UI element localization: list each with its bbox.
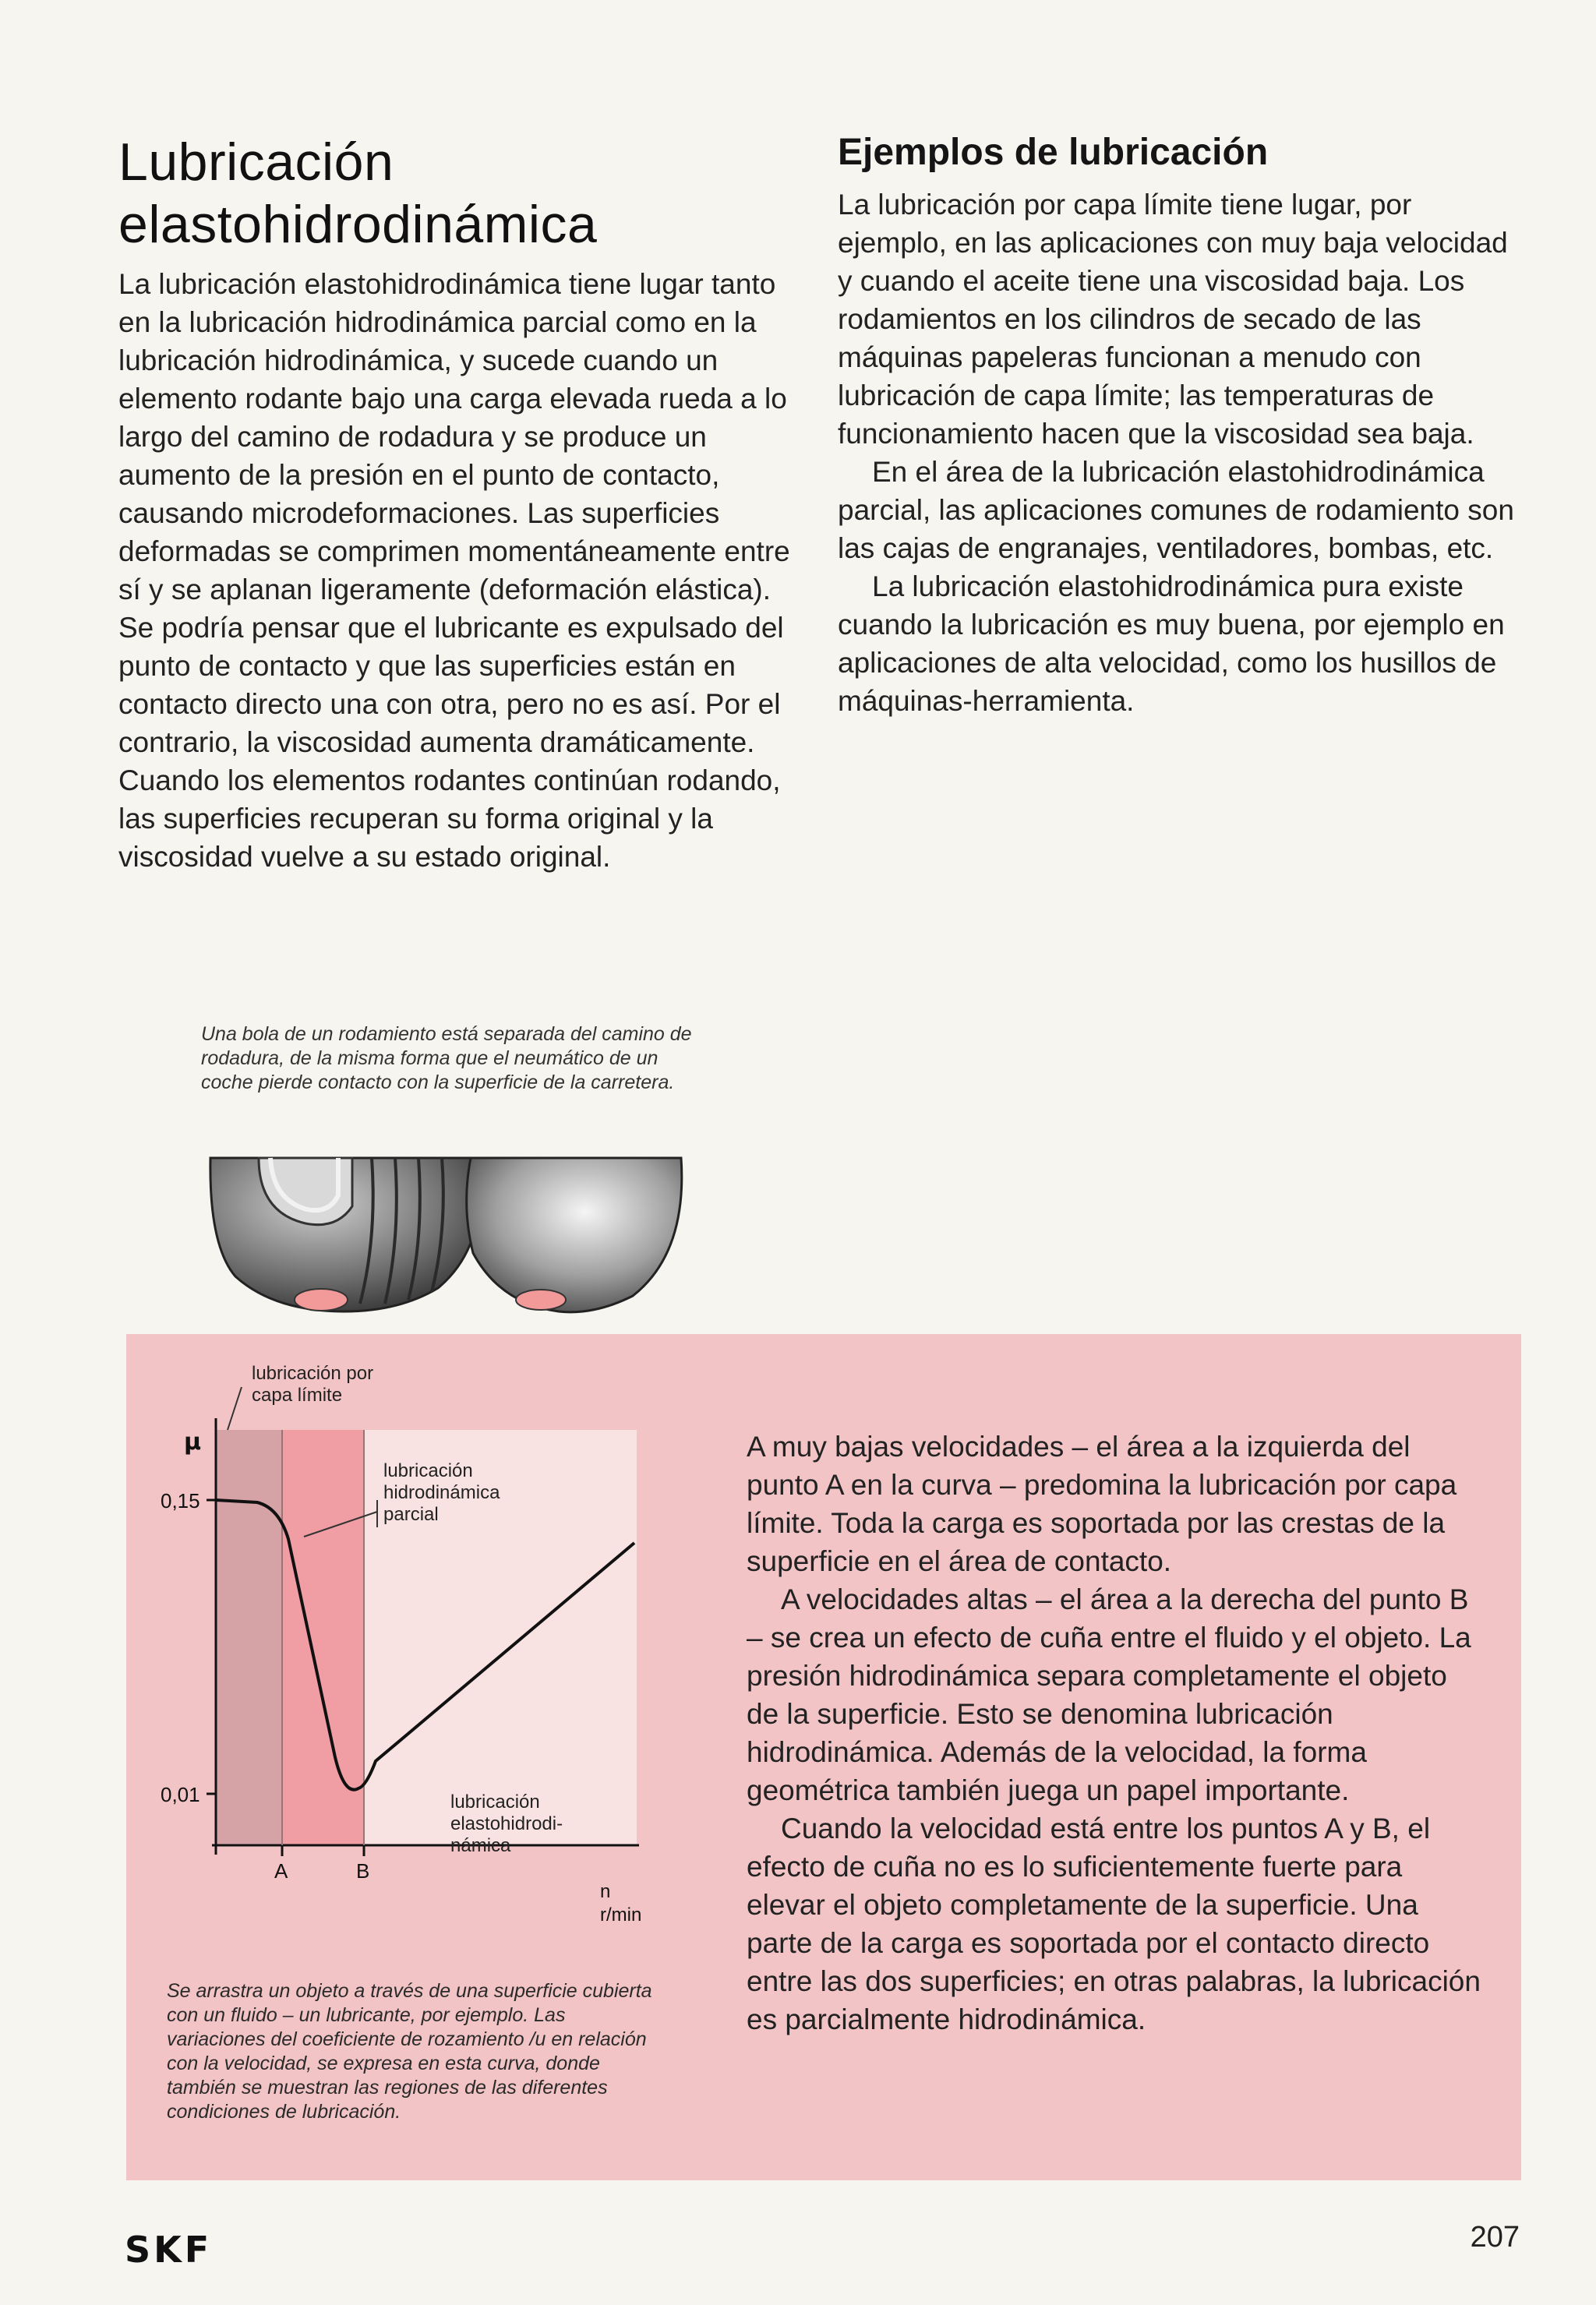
ytick-label-001: 0,01	[161, 1783, 200, 1806]
x-axis-label: n r/min	[600, 1881, 642, 1926]
page-number: 207	[1470, 2221, 1520, 2254]
xmark-b: B	[356, 1859, 370, 1883]
examples-paragraph-1: La lubricación por capa límite tiene lugar, por ejemplo, en las aplicaciones con muy baja velocidad y cuando el aceite tiene una viscosidad baja. Los rodamientos en los cilindros de secado de las máquinas papeleras funcionan a menudo con lubricación de capa límite; las temperaturas de funcionamiento hacen que la viscosidad sea baja.	[838, 189, 1508, 450]
panel-paragraph-2: A velocidades altas – el área a la derecha del punto B – se crea un efecto de cuña entre el fluido y el objeto. La presión hidrodinámica separa completamente el objeto de la superficie. Esto se denomina lubricación hidrodinámica. Además de la velocidad, la forma geométrica también juega un papel importante.	[747, 1583, 1471, 1806]
ytick-label-015: 0,15	[161, 1489, 200, 1513]
page-title: Lubricación elastohidrodinámica	[118, 132, 598, 254]
tire-figure-caption: Una bola de un rodamiento está separada del camino de rodadura, de la misma forma que el neumático de un coche pierde contacto con la superficie de la carretera.	[201, 1023, 692, 1093]
y-axis-label: μ	[184, 1428, 202, 1456]
panel-text	[747, 1428, 1487, 2038]
examples-text	[838, 185, 1524, 720]
left-intro-text	[118, 265, 804, 876]
panel-paragraph-3: Cuando la velocidad está entre los puntos A y B, el efecto de cuña no es lo suficientemente fuerte para elevar el objeto completamente de la superficie. Una parte de la carga es soportada por el contacto directo entre las dos superficies; en otras palabras, la lubricación es parcialmente hidrodinámica.	[747, 1813, 1481, 2035]
xmark-a: A	[274, 1859, 288, 1883]
ball-shape	[467, 1158, 682, 1312]
intro-paragraph: La lubricación elastohidrodinámica tiene lugar tanto en la lubricación hidrodinámica parcial como en la lubricación hidrodinámica, y sucede cuando un elemento rodante bajo una carga elevada rueda a lo largo del camino de rodadura y se produce un aumento de la presión en el punto de contacto, causando microdeformaciones. Las superficies deformadas se comprimen momentáneamente entre sí y se aplanan ligeramente (deformación elástica). Se podría pensar que el lubricante es expulsado del punto de contacto y que las superficies están en contacto directo una con otra, pero no es así. Por el contrario, la viscosidad aumenta dramáticamente. Cuando los elementos rodantes continúan rodando, las superficies recuperan su forma original y la viscosidad vuelve a su estado original.	[118, 268, 790, 873]
skf-logo: SKF	[125, 2229, 213, 2271]
tire-contact-patch	[295, 1289, 348, 1311]
tire-ball-illustration	[204, 1152, 687, 1315]
region-mixed	[282, 1430, 364, 1845]
stribeck-caption: Se arrastra un objeto a través de una superficie cubierta con un fluido – un lubricante, por ejemplo. Las variaciones del coeficiente de rozamiento /u en relación con la velocidad, se expresa en esta curva, donde también se muestran las regiones de las diferentes condiciones de lubricación.	[167, 1980, 652, 2123]
examples-heading: Ejemplos de lubricación	[838, 132, 1269, 173]
region-label-ehl: lubricación elastohidrodi-námica	[450, 1791, 563, 1856]
region-label-mixed: lubricación hidrodinámica parcial	[383, 1460, 500, 1525]
examples-paragraph-2: En el área de la lubricación elastohidrodinámica parcial, las aplicaciones comunes de rodamiento son las cajas de engranajes, ventiladores, bombas, etc.	[838, 456, 1514, 564]
stribeck-chart	[140, 1356, 733, 1971]
panel-paragraph-1: A muy bajas velocidades – el área a la izquierda del punto A en la curva – predomina la lubricación por capa límite. Toda la carga es soportada por las crestas de la superficie en el área de contacto.	[747, 1431, 1457, 1577]
examples-paragraph-3: La lubricación elastohidrodinámica pura existe cuando la lubricación es muy buena, por ejemplo en aplicaciones de alta velocidad, como los husillos de máquinas-herramienta.	[838, 570, 1505, 717]
region-boundary	[216, 1430, 282, 1845]
region-label-boundary: lubricación por capa límite	[252, 1363, 374, 1406]
ball-contact-patch	[516, 1290, 566, 1310]
